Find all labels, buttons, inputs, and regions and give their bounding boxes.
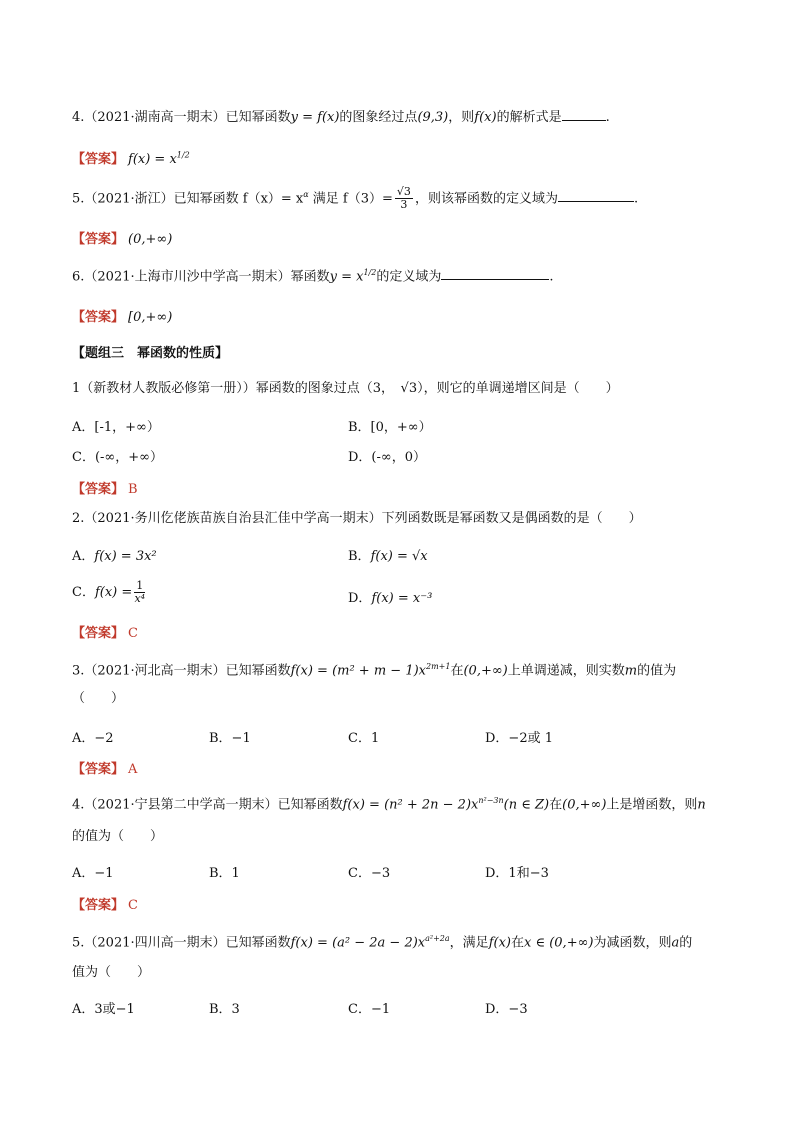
q5b-mid: ，满足	[449, 935, 489, 951]
answer-value: B	[128, 482, 138, 497]
q4b-prefix: 4.（2021·宁县第二中学高一期末）已知幂函数	[72, 797, 343, 813]
question-5b	[72, 930, 692, 952]
answer-blank	[441, 267, 549, 280]
option-b: B．1	[209, 866, 240, 881]
option-label: C．	[72, 585, 95, 600]
q6a-end: .	[549, 269, 554, 285]
answer-blank	[562, 108, 606, 121]
option-c	[72, 580, 147, 605]
option-d	[348, 587, 432, 606]
q4b-var: n	[697, 797, 706, 813]
q3-exp: 2m+1	[426, 662, 451, 671]
question-6a	[72, 264, 554, 286]
q5b-var: a	[671, 935, 680, 951]
q4a-end: .	[605, 110, 610, 125]
answer-2	[72, 622, 138, 641]
q4b-suffix: 上是增函数，则	[606, 797, 698, 813]
answer-4b	[72, 894, 138, 913]
option-b: B．−1	[209, 731, 251, 746]
q6a-suffix: 的定义域为	[376, 269, 442, 285]
answer-tag: 【答案】	[72, 762, 125, 777]
q5a-end: .	[633, 191, 639, 207]
question-3-paren: （ ）	[72, 691, 125, 706]
option-label: D．	[348, 591, 372, 606]
question-4b-line2: 的值为（ ）	[72, 829, 164, 844]
q4a-mid2: ，则	[448, 110, 475, 125]
answer-3	[72, 758, 137, 777]
answer-value: A	[128, 762, 138, 777]
section-title: 【题组三 幂函数的性质】	[72, 346, 229, 361]
option-a: A．−2	[72, 731, 114, 746]
question-5a	[72, 186, 638, 211]
q5a-num: √3	[396, 185, 411, 199]
q4a-suffix: 的解析式是	[496, 110, 562, 125]
q5a-den: 3	[400, 198, 408, 212]
q4a-fx: f(x)	[474, 110, 497, 125]
answer-tag: 【答案】	[72, 232, 125, 247]
option-label: B．	[348, 549, 371, 564]
fraction-den: x⁴	[134, 592, 146, 605]
answer-exp: 1/2	[176, 150, 190, 160]
option-label: A．	[72, 549, 95, 564]
question-1: 1（新教材人教版必修第一册））幂函数的图象过点（3， √3），则它的单调递增区间是（ ）	[72, 381, 619, 396]
option-a: A．−1	[72, 866, 114, 881]
q3-prefix: 3.（2021·河北高一期末）已知幂函数	[72, 663, 291, 679]
q4b-expr: f(x) = (n² + 2n − 2)x	[342, 797, 479, 813]
question-4a	[72, 108, 610, 127]
answer-blank	[558, 189, 634, 202]
option-b: B．3	[209, 1002, 240, 1017]
q3-expr: f(x) = (m² + m − 1)x	[290, 663, 426, 679]
q4a-point: (9,3)	[417, 110, 449, 125]
option-expr: f(x) = x⁻³	[371, 591, 433, 606]
option-expr: f(x) = 3x²	[94, 549, 157, 564]
answer-value: [0,+∞)	[128, 310, 173, 325]
answer-expr: f(x) = x	[128, 152, 177, 167]
q6a-prefix: 6.（2021·上海市川沙中学高一期末）幂函数	[72, 269, 330, 285]
q4b-cond: (n ∈ Z)	[503, 797, 550, 813]
option-expr: f(x) = √x	[370, 549, 428, 564]
answer-6a	[72, 306, 172, 325]
q5a-fraction	[395, 186, 413, 211]
q3-var: m	[624, 663, 638, 679]
option-c: C．(-∞，+∞）	[72, 450, 163, 465]
option-b	[348, 545, 428, 564]
option-d: D．1和−3	[485, 866, 549, 881]
q5a-exp: α	[303, 190, 309, 199]
question-5b-line2: 值为（ ）	[72, 965, 151, 980]
q5b-expr: f(x) = (a² − 2a − 2)x	[290, 935, 426, 951]
q4a-prefix: 4.（2021·湖南高一期末）已知幂函数	[72, 110, 291, 125]
q4b-interval: (0,+∞)	[562, 797, 607, 813]
q5b-end: 的	[679, 935, 693, 951]
q4b-exp: n²−3n	[478, 796, 504, 805]
option-c: C．−3	[348, 866, 391, 881]
q5b-exp: a²+2a	[425, 934, 450, 943]
q5a-mid: 满足 f（3）=	[308, 191, 393, 207]
answer-tag: 【答案】	[72, 482, 125, 497]
option-d: D．−2或 1	[485, 731, 553, 746]
q5b-prefix: 5.（2021·四川高一期末）已知幂函数	[72, 935, 291, 951]
answer-value: (0,+∞)	[128, 232, 173, 247]
q5a-prefix: 5.（2021·浙江）已知幂函数 f（x）= x	[72, 191, 304, 207]
q5b-cond: x ∈ (0,+∞)	[524, 935, 594, 951]
option-a: A．[-1，+∞）	[72, 420, 160, 435]
q3-suffix: 上单调递减，则实数	[507, 663, 625, 679]
option-d: D．(-∞，0）	[348, 450, 426, 465]
q6a-expr: y = x	[329, 269, 364, 285]
q4a-func: y = f(x)	[290, 110, 340, 125]
q4b-mid: 在	[549, 797, 563, 813]
option-d: D．−3	[485, 1002, 528, 1017]
answer-tag: 【答案】	[72, 152, 125, 167]
answer-4a	[72, 148, 190, 167]
option-expr: f(x) =	[94, 585, 133, 600]
answer-tag: 【答案】	[72, 310, 125, 325]
answer-value: C	[128, 626, 138, 641]
q5b-fx: f(x)	[488, 935, 511, 951]
option-c: C．−1	[348, 1002, 391, 1017]
answer-5a	[72, 228, 172, 247]
q3-interval: (0,+∞)	[463, 663, 508, 679]
q3-mid: 在	[450, 663, 464, 679]
fraction-num: 1	[136, 579, 144, 592]
q6a-exp: 1/2	[363, 268, 377, 277]
q4a-mid1: 的图象经过点	[339, 110, 418, 125]
option-c: C．1	[348, 731, 380, 746]
answer-1	[72, 478, 138, 497]
option-a	[72, 545, 157, 564]
option-b: B．[0，+∞）	[348, 420, 432, 435]
q5b-suffix: 为减函数，则	[593, 935, 672, 951]
option-fraction	[134, 580, 145, 605]
answer-tag: 【答案】	[72, 626, 125, 641]
answer-tag: 【答案】	[72, 898, 125, 913]
answer-value: C	[128, 898, 138, 913]
question-3	[72, 658, 676, 680]
q5b-mid2: 在	[510, 935, 524, 951]
question-4b	[72, 792, 706, 814]
option-a: A．3或−1	[72, 1002, 135, 1017]
q5a-suffix: ，则该幂函数的定义域为	[414, 191, 558, 207]
q3-end: 的值为	[637, 663, 677, 679]
question-2: 2.（2021·务川仡佬族苗族自治县汇佳中学高一期末）下列函数既是幂函数又是偶函数的是（ ）	[72, 511, 642, 526]
